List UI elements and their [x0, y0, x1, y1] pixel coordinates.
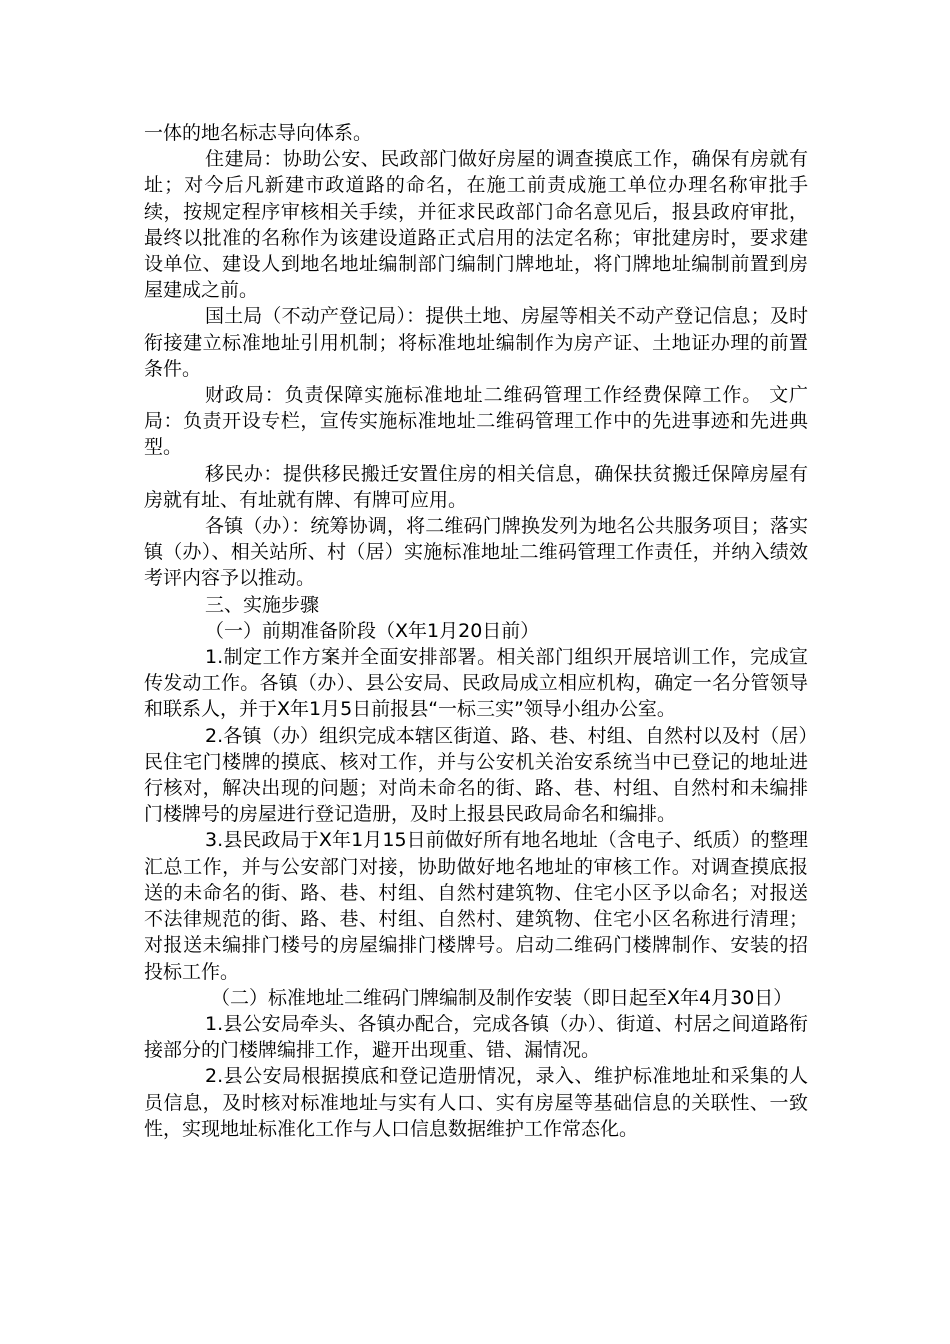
- subsection-heading-preparation: （一）前期准备阶段（X年1月20日前）: [205, 619, 540, 642]
- list-item-3: 3.县民政局于X年1月15日前做好所有地名地址（含电子、纸质）的整理汇总工作，并与公安部门对接，协助做好地名地址的审核工作。对调查摸底报送的未命名的街、路、巷、村组、自然村建筑物、住宅小区予以命名；对报送不法律规范的街、路、巷、村组、自然村、建筑物、住宅小区名称进行清理；对报送未编排门楼号的房屋编排门楼牌号。启动二维码门楼牌制作、安装的招投标工作。: [144, 829, 808, 983]
- list-item-5: 2.县公安局根据摸底和登记造册情况，录入、维护标准地址和采集的人员信息，及时核对标准地址与实有人口、实有房屋等基础信息的关联性、一致性，实现地址标准化工作与人口信息数据维护工作常态化。: [144, 1065, 808, 1140]
- subsection-heading-installation: （二）标准地址二维码门牌编制及制作安装（即日起至X年4月30日）: [211, 986, 793, 1009]
- paragraph-towns: 各镇（办）：统筹协调，将二维码门牌换发列为地名公共服务项目；落实镇（办）、相关站所、村（居）实施标准地址二维码管理工作责任，并纳入绩效考评内容予以推动。: [144, 515, 808, 590]
- paragraph-finance-bureau: 财政局：负责保障实施标准地址二维码管理工作经费保障工作。 文广局：负责开设专栏，宣传实施标准地址二维码管理工作中的先进事迹和先进典型。: [144, 384, 808, 459]
- section-heading-implementation-steps: 三、实施步骤: [205, 593, 320, 616]
- paragraph-land-bureau: 国土局（不动产登记局）：提供土地、房屋等相关不动产登记信息；及时衔接建立标准地址引用机制；将标准地址编制作为房产证、土地证办理的前置条件。: [144, 305, 808, 380]
- document-body: [144, 120, 808, 1142]
- list-item-2: 2.各镇（办）组织完成本辖区街道、路、巷、村组、自然村以及村（居）民住宅门楼牌的摸底、核对工作，并与公安机关治安系统当中已登记的地址进行核对，解决出现的问题；对尚未命名的街、路、巷、村组、自然村和未编排门楼牌号的房屋进行登记造册，及时上报县民政局命名和编排。: [144, 724, 808, 826]
- paragraph-continuation: 一体的地名标志导向体系。: [144, 122, 373, 144]
- paragraph-housing-bureau: 住建局：协助公安、民政部门做好房屋的调查摸底工作，确保有房就有址；对今后凡新建市政道路的命名，在施工前责成施工单位办理名称审批手续，按规定程序审核相关手续，并征求民政部门命名意见后，报县政府审批，最终以批准的名称作为该建设道路正式启用的法定名称；审批建房时，要求建设单位、建设人到地名地址编制部门编制门牌地址，将门牌地址编制前置到房屋建成之前。: [144, 148, 808, 302]
- list-item-1: 1.制定工作方案并全面安排部署。相关部门组织开展培训工作，完成宣传发动工作。各镇（办）、县公安局、民政局成立相应机构，确定一名分管领导和联系人，并于X年1月5日前报县“一标三实”领导小组办公室。: [144, 646, 808, 721]
- list-item-4: 1.县公安局牵头、各镇办配合，完成各镇（办）、街道、村居之间道路衔接部分的门楼牌编排工作，避开出现重、错、漏情况。: [144, 1012, 808, 1062]
- paragraph-migration-office: 移民办：提供移民搬迁安置住房的相关信息，确保扶贫搬迁保障房屋有房就有址、有址就有牌、有牌可应用。: [144, 462, 808, 511]
